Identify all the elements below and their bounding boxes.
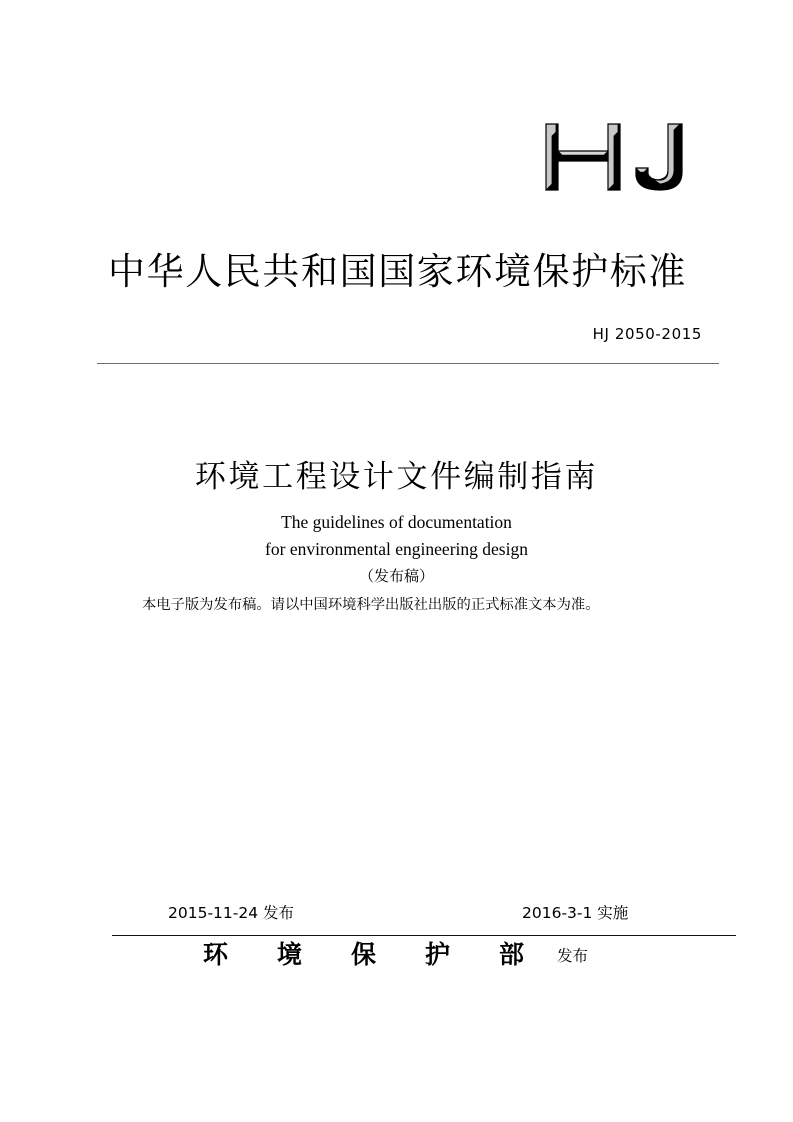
header-divider (97, 363, 719, 364)
issuer-char: 保 (351, 940, 377, 969)
implement-date: 2016-3-1 实施 (522, 904, 629, 922)
edition-notice: 本电子版为发布稿。请以中国环境科学出版社出版的正式标准文本为准。 (142, 597, 600, 613)
hj-logo-icon (544, 122, 686, 192)
issuer-char: 环 (203, 940, 229, 969)
standard-title: 中华人民共和国国家环境保护标准 (108, 250, 687, 293)
issuer-suffix: 发布 (557, 947, 589, 965)
standard-number: HJ 2050-2015 (592, 325, 702, 343)
english-title-line-1: The guidelines of documentation (281, 512, 512, 532)
issuer-char: 部 (499, 940, 525, 969)
footer-divider (112, 935, 736, 936)
issuer-char: 境 (277, 940, 303, 969)
publish-date: 2015-11-24 发布 (168, 904, 295, 922)
draft-label: （发布稿） (358, 567, 434, 585)
hj-logo (544, 122, 686, 192)
document-title: 环境工程设计文件编制指南 (194, 459, 599, 495)
english-title-line-2: for environmental engineering design (265, 539, 528, 559)
issuer-char: 护 (425, 940, 451, 969)
